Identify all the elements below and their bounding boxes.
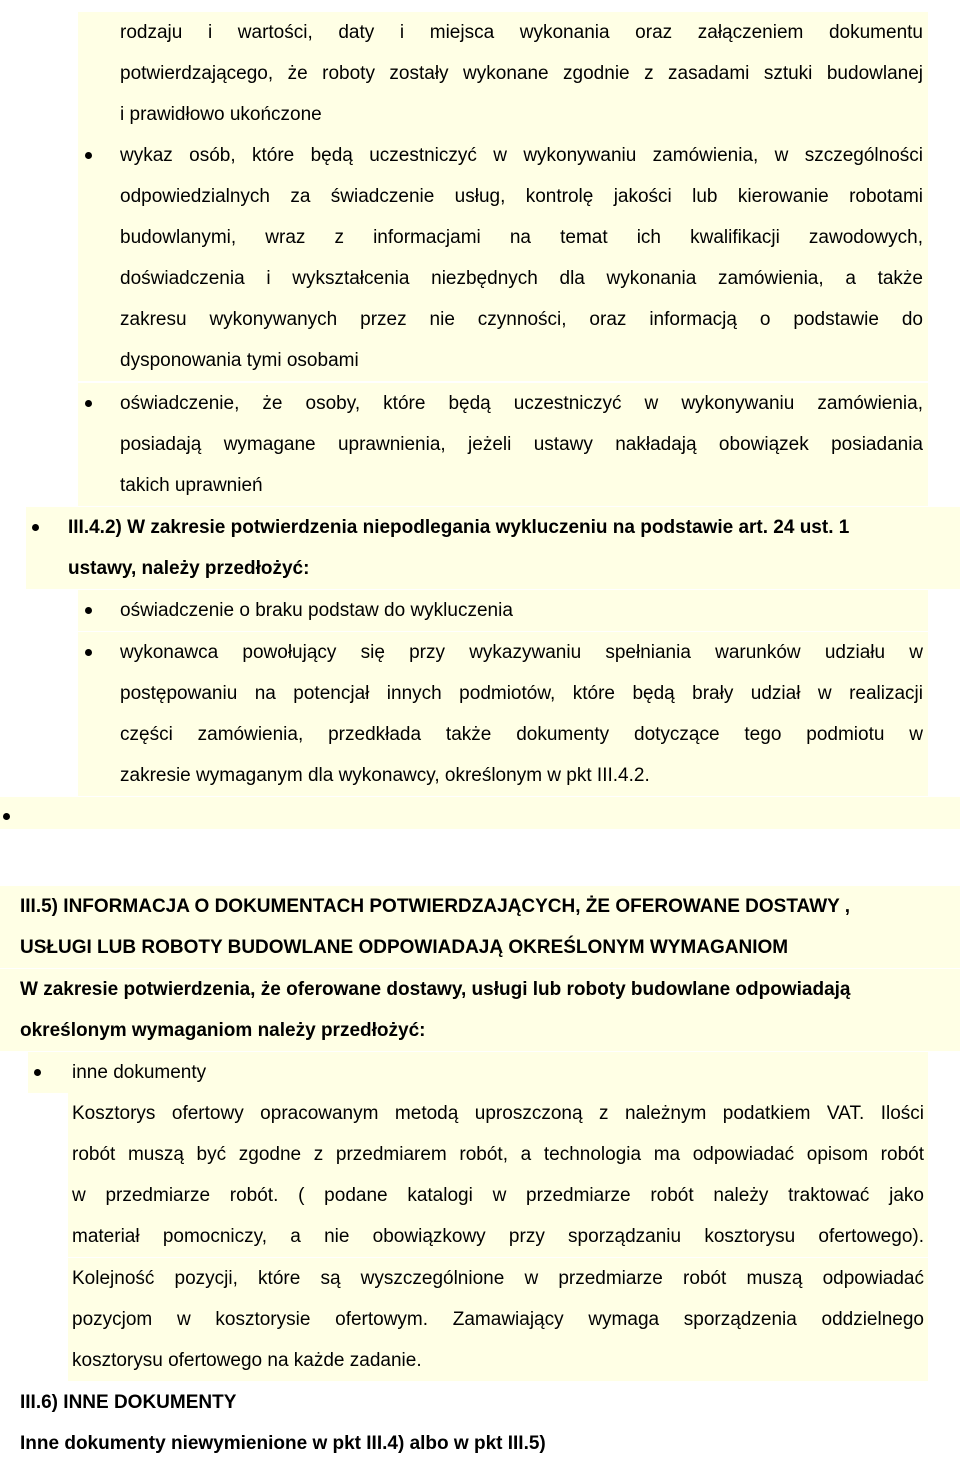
- text-line: [78, 94, 928, 135]
- section-heading-36: [0, 1382, 960, 1423]
- text-line: [78, 176, 928, 217]
- text-line-content: pozycjom w kosztorysie ofertowym. Zamawiający wymaga sporządzenia oddzielnego: [72, 1309, 924, 1330]
- section-heading-text: III.4.2) W zakresie potwierdzenia niepodlegania wykluczeniu na podstawie art. 24 ust. 1: [68, 517, 850, 538]
- text-line-content: rodzaju i wartości, daty i miejsca wykonania oraz załączeniem dokumentu: [120, 22, 923, 43]
- list-item-contractor: [78, 632, 928, 673]
- text-line: [68, 1093, 928, 1134]
- text-line: [78, 299, 928, 340]
- text-line: [78, 340, 928, 381]
- section-heading-342: [26, 507, 960, 548]
- list-item-persons: [78, 135, 928, 176]
- empty-list-item: [0, 797, 960, 829]
- text-line-content: odpowiedzialnych za świadczenie usług, kontrolę jakości lub kierowanie robotami: [120, 186, 923, 207]
- text-line: [68, 1258, 928, 1299]
- text-line: [68, 1216, 928, 1257]
- text-line: [78, 258, 928, 299]
- list-item-text: wykaz osób, które będą uczestniczyć w wykonywaniu zamówienia, w szczególności: [120, 145, 923, 166]
- text-line-content: budowlanymi, wraz z informacjami na temat ich kwalifikacji zawodowych,: [120, 227, 923, 248]
- bullet-icon: [85, 152, 92, 159]
- bullet-icon: [85, 649, 92, 656]
- text-line-content: materiał pomocniczy, a nie obowiązkowy przy sporządzaniu kosztorysu ofertowego).: [72, 1226, 924, 1247]
- section-heading-text: USŁUGI LUB ROBOTY BUDOWLANE ODPOWIADAJĄ OKREŚLONYM WYMAGANIOM: [20, 937, 789, 958]
- text-line-content: zakresu wykonywanych przez nie czynności, oraz informacją o podstawie do: [120, 309, 923, 330]
- list-item-other-documents: [28, 1052, 928, 1093]
- list-item-text: inne dokumenty: [72, 1062, 207, 1083]
- text-line-content: doświadczenia i wykształcenia niezbędnych dla wykonania zamówienia, a także: [120, 268, 923, 289]
- text-line: [68, 1299, 928, 1340]
- text-line: [68, 1134, 928, 1175]
- bullet-icon: [3, 813, 10, 820]
- text-line-content: dysponowania tymi osobami: [120, 350, 359, 371]
- text-line: [78, 465, 928, 506]
- text-line-content: i prawidłowo ukończone: [120, 104, 322, 125]
- bullet-icon: [85, 400, 92, 407]
- text-line-content: takich uprawnień: [120, 475, 263, 496]
- text-line: [78, 714, 928, 755]
- text-line: [78, 755, 928, 796]
- list-item-statement: [78, 383, 928, 424]
- section-heading-text: III.6) INNE DOKUMENTY: [20, 1392, 237, 1413]
- text-line-content: posiadają wymagane uprawnienia, jeżeli ustawy nakładają obowiązek posiadania: [120, 434, 923, 455]
- text-line-content: postępowaniu na potencjał innych podmiotów, które będą brały udział w realizacji: [120, 683, 923, 704]
- text-line: [68, 1340, 928, 1381]
- bullet-icon: [32, 524, 39, 531]
- section-heading-line: [0, 927, 960, 968]
- text-line: [78, 424, 928, 465]
- section-heading-line: [26, 548, 960, 589]
- list-item-text: oświadczenie, że osoby, które będą uczestniczyć w wykonywaniu zamówienia,: [120, 393, 923, 414]
- section-subheading-line: [0, 1010, 960, 1051]
- bullet-icon: [85, 607, 92, 614]
- text-line-content: robót muszą być zgodne z przedmiarem robót, a technologia ma odpowiadać opisom robót: [72, 1144, 924, 1165]
- text-line: [78, 673, 928, 714]
- list-item-text: wykonawca powołujący się przy wykazywaniu spełniania warunków udziału w: [120, 642, 923, 663]
- text-line-content: w przedmiarze robót. ( podane katalogi w przedmiarze robót należy traktować jako: [72, 1185, 924, 1206]
- list-item-no-grounds: [78, 590, 928, 631]
- section-heading-text: III.5) INFORMACJA O DOKUMENTACH POTWIERDZAJĄCYCH, ŻE OFEROWANE DOSTAWY ,: [20, 896, 851, 917]
- section-subheading-36: [0, 1423, 960, 1464]
- text-line-content: Kolejność pozycji, które są wyszczególnione w przedmiarze robót muszą odpowiadać: [72, 1268, 924, 1289]
- text-line: [78, 217, 928, 258]
- list-item-text: oświadczenie o braku podstaw do wykluczenia: [120, 600, 513, 621]
- section-heading-text: ustawy, należy przedłożyć:: [68, 558, 310, 579]
- text-line: [78, 53, 928, 94]
- section-heading-35: [0, 886, 960, 927]
- text-line-content: zakresie wymaganym dla wykonawcy, określonym w pkt III.4.2.: [120, 765, 650, 786]
- text-line-content: Kosztorys ofertowy opracowanym metodą uproszczoną z należnym podatkiem VAT. Ilości: [72, 1103, 924, 1124]
- text-line: [68, 1175, 928, 1216]
- text-line-content: części zamówienia, przedkłada także dokumenty dotyczące tego podmiotu w: [120, 724, 923, 745]
- bullet-icon: [34, 1069, 41, 1076]
- text-line: [78, 12, 928, 53]
- section-subheading-text: określonym wymaganiom należy przedłożyć:: [20, 1020, 426, 1041]
- section-subheading-text: Inne dokumenty niewymienione w pkt III.4) albo w pkt III.5): [20, 1433, 546, 1454]
- section-subheading-text: W zakresie potwierdzenia, że oferowane dostawy, usługi lub roboty budowlane odpowiadają: [20, 979, 851, 1000]
- text-line-content: kosztorysu ofertowego na każde zadanie.: [72, 1350, 422, 1371]
- section-subheading: [0, 969, 960, 1010]
- text-line-content: potwierdzającego, że roboty zostały wykonane zgodnie z zasadami sztuki budowlanej: [120, 63, 923, 84]
